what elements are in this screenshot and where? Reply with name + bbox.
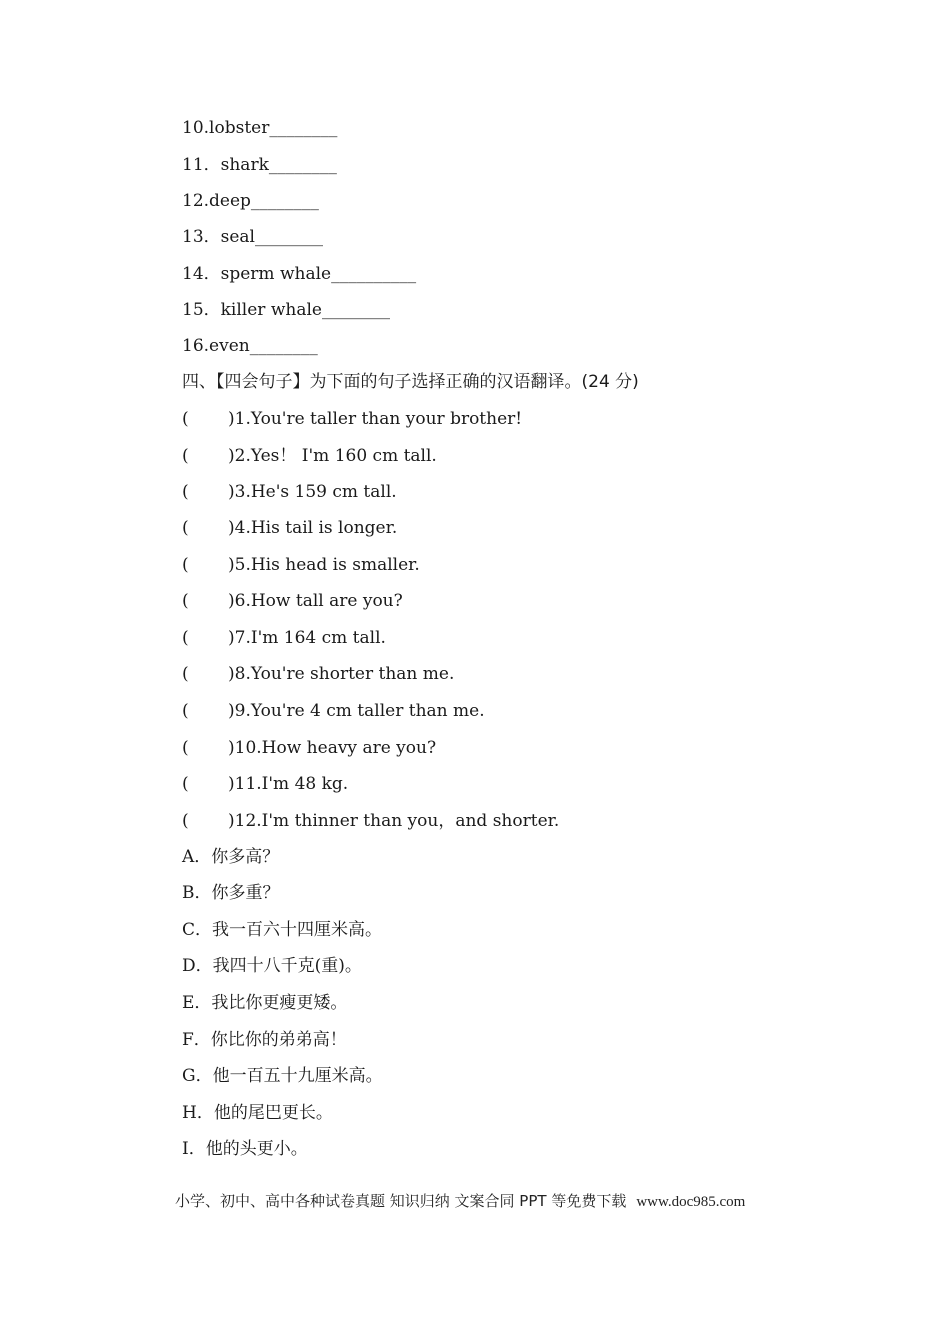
question-text: )9.You're 4 cm taller than me. <box>228 701 485 721</box>
footer-url[interactable]: www.doc985.com <box>636 1194 746 1210</box>
question-text: )2.Yes！ I'm 160 cm tall. <box>228 446 437 466</box>
page-footer <box>175 1191 745 1212</box>
question-line <box>182 700 485 722</box>
answer-blank: ( <box>182 446 189 466</box>
question-text: )3.He's 159 cm tall. <box>228 482 397 502</box>
answer-option: A．你多高？ <box>182 847 280 867</box>
question-line <box>182 737 436 759</box>
vocab-item: 11．shark________ <box>182 155 337 175</box>
vocab-item: 14．sperm whale__________ <box>182 264 417 284</box>
question-text: )10.How heavy are you? <box>228 738 437 758</box>
question-line <box>182 810 559 832</box>
answer-blank: ( <box>182 774 189 794</box>
vocab-item: 12.deep________ <box>182 191 319 211</box>
question-text: )6.How tall are you? <box>228 591 403 611</box>
question-text: )12.I'm thinner than you，and shorter. <box>228 811 560 831</box>
answer-option: E．我比你更瘦更矮。 <box>182 993 348 1013</box>
question-line <box>182 590 403 612</box>
question-line <box>182 408 522 430</box>
question-line <box>182 627 386 649</box>
answer-blank: ( <box>182 591 189 611</box>
vocab-item: 13．seal________ <box>182 227 323 247</box>
answer-blank: ( <box>182 811 189 831</box>
answer-option: G．他一百五十九厘米高。 <box>182 1066 383 1086</box>
answer-option: F．你比你的弟弟高！ <box>182 1030 347 1050</box>
question-text: )5.His head is smaller. <box>228 555 420 575</box>
answer-option: I．他的头更小。 <box>182 1139 308 1159</box>
section-heading: 四、【四会句子】为下面的句子选择正确的汉语翻译。(24 分) <box>182 372 639 392</box>
answer-blank: ( <box>182 701 189 721</box>
answer-blank: ( <box>182 738 189 758</box>
answer-option: B．你多重？ <box>182 883 280 903</box>
question-text: )1.You're taller than your brother! <box>228 409 523 429</box>
question-line <box>182 517 397 539</box>
question-line <box>182 481 397 503</box>
vocab-item: 16.even________ <box>182 336 318 356</box>
answer-blank: ( <box>182 409 189 429</box>
question-text: )8.You're shorter than me. <box>228 664 455 684</box>
answer-option: C．我一百六十四厘米高。 <box>182 920 383 940</box>
vocab-item: 10.lobster________ <box>182 118 338 138</box>
question-text: )11.I'm 48 kg. <box>228 774 349 794</box>
question-line <box>182 554 420 576</box>
answer-option: H．他的尾巴更长。 <box>182 1103 333 1123</box>
footer-text: 小学、初中、高中各种试卷真题 知识归纳 文案合同 PPT 等免费下载 <box>175 1192 627 1210</box>
answer-blank: ( <box>182 482 189 502</box>
answer-blank: ( <box>182 628 189 648</box>
answer-option: D．我四十八千克(重)。 <box>182 956 362 976</box>
question-line <box>182 773 348 795</box>
question-line <box>182 663 454 685</box>
question-text: )4.His tail is longer. <box>228 518 398 538</box>
answer-blank: ( <box>182 555 189 575</box>
question-line <box>182 445 437 467</box>
answer-blank: ( <box>182 664 189 684</box>
question-text: )7.I'm 164 cm tall. <box>228 628 386 648</box>
answer-blank: ( <box>182 518 189 538</box>
vocab-item: 15．killer whale________ <box>182 300 390 320</box>
